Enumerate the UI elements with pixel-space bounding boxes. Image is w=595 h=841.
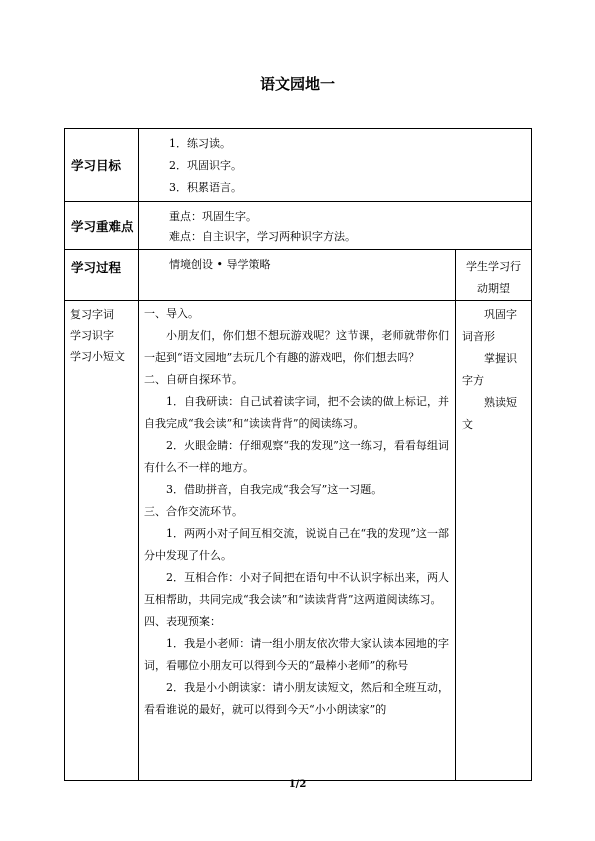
section-heading: 四、表现预案：	[144, 615, 221, 628]
body-paragraph: 1．自我研读：自己试着读字词，把不会读的做上标记，并自我完成“我会读”和“读读背背”的阅读练习。	[144, 395, 449, 430]
focus-item: 重点：巩固生字。	[169, 210, 257, 223]
expectation-header: 学生学习行动期望	[466, 260, 521, 295]
focus-item: 难点：自主识字，学习两种识字方法。	[169, 230, 356, 243]
lesson-plan-table	[64, 128, 532, 781]
focus-label-cell	[65, 202, 139, 250]
process-header-cell	[139, 250, 456, 301]
body-paragraph: 2．火眼金睛：仔细观察“我的发现”这一练习，看看每组词有什么不一样的地方。	[144, 439, 449, 474]
body-paragraph: 1．两两小对子间互相交流，说说自己在“我的发现”这一部分中发现了什么。	[144, 527, 449, 562]
body-paragraph: 3．借助拼音，自我完成“我会写”这一习题。	[166, 483, 383, 496]
focus-label: 学习重难点	[71, 218, 134, 234]
topic-item: 学习小短文	[70, 350, 125, 363]
body-paragraph: 小朋友们，你们想不想玩游戏呢？这节课，老师就带你们一起到“语文园地”去玩几个有趣的游戏吧，你们想去吗？	[144, 329, 449, 364]
lesson-body-cell	[139, 301, 456, 781]
body-paragraph: 2．我是小小朗读家：请小朋友读短文，然后和全班互动，看看谁说的最好，就可以得到今天“小小朗读家”的	[144, 681, 449, 716]
page-title: 语文园地一	[259, 75, 335, 93]
topic-item: 学习识字	[70, 329, 114, 342]
goals-content-cell	[139, 129, 532, 202]
body-paragraph: 2．互相合作：小对子间把在语句中不认识字标出来，两人互相帮助，共同完成“我会读”和“读读背背”这两道阅读练习。	[144, 571, 449, 606]
goal-item: 2．巩固识字。	[169, 159, 242, 172]
body-paragraph: 1．我是小老师：请一组小朋友依次带大家认读本园地的字词，看哪位小朋友可以得到今天的“最棒小老师”的称号	[144, 637, 449, 672]
goal-item: 1．练习读。	[169, 137, 231, 150]
goals-list	[139, 129, 531, 201]
expectations-list	[456, 301, 531, 436]
goals-row	[65, 129, 532, 202]
process-body-row	[65, 301, 532, 781]
page-number: 1/2	[288, 779, 307, 790]
topics-cell	[65, 301, 139, 781]
topic-item: 复习字词	[70, 308, 114, 321]
expectation-item: 巩固字词音形	[462, 308, 517, 343]
expectation-item: 熟读短文	[462, 396, 517, 431]
goals-label: 学习目标	[71, 158, 122, 173]
focus-list	[139, 202, 531, 249]
section-heading: 二、自研自探环节。	[144, 373, 243, 386]
section-heading: 三、合作交流环节。	[144, 505, 243, 518]
lesson-body	[139, 301, 455, 721]
process-label-cell	[65, 250, 139, 301]
focus-content-cell	[139, 202, 532, 250]
goal-item: 3．积累语言。	[169, 181, 242, 194]
topics-list	[65, 301, 138, 367]
expect-header-cell	[456, 250, 532, 301]
process-header-row	[65, 250, 532, 301]
strategy-header: 情境创设 • 导学策略	[169, 258, 271, 271]
focus-row	[65, 202, 532, 250]
expectation-item: 掌握识字方	[462, 352, 517, 387]
expectations-cell	[456, 301, 532, 781]
process-label: 学习过程	[71, 260, 122, 275]
goals-label-cell	[65, 129, 139, 202]
section-heading: 一、导入。	[144, 307, 199, 320]
